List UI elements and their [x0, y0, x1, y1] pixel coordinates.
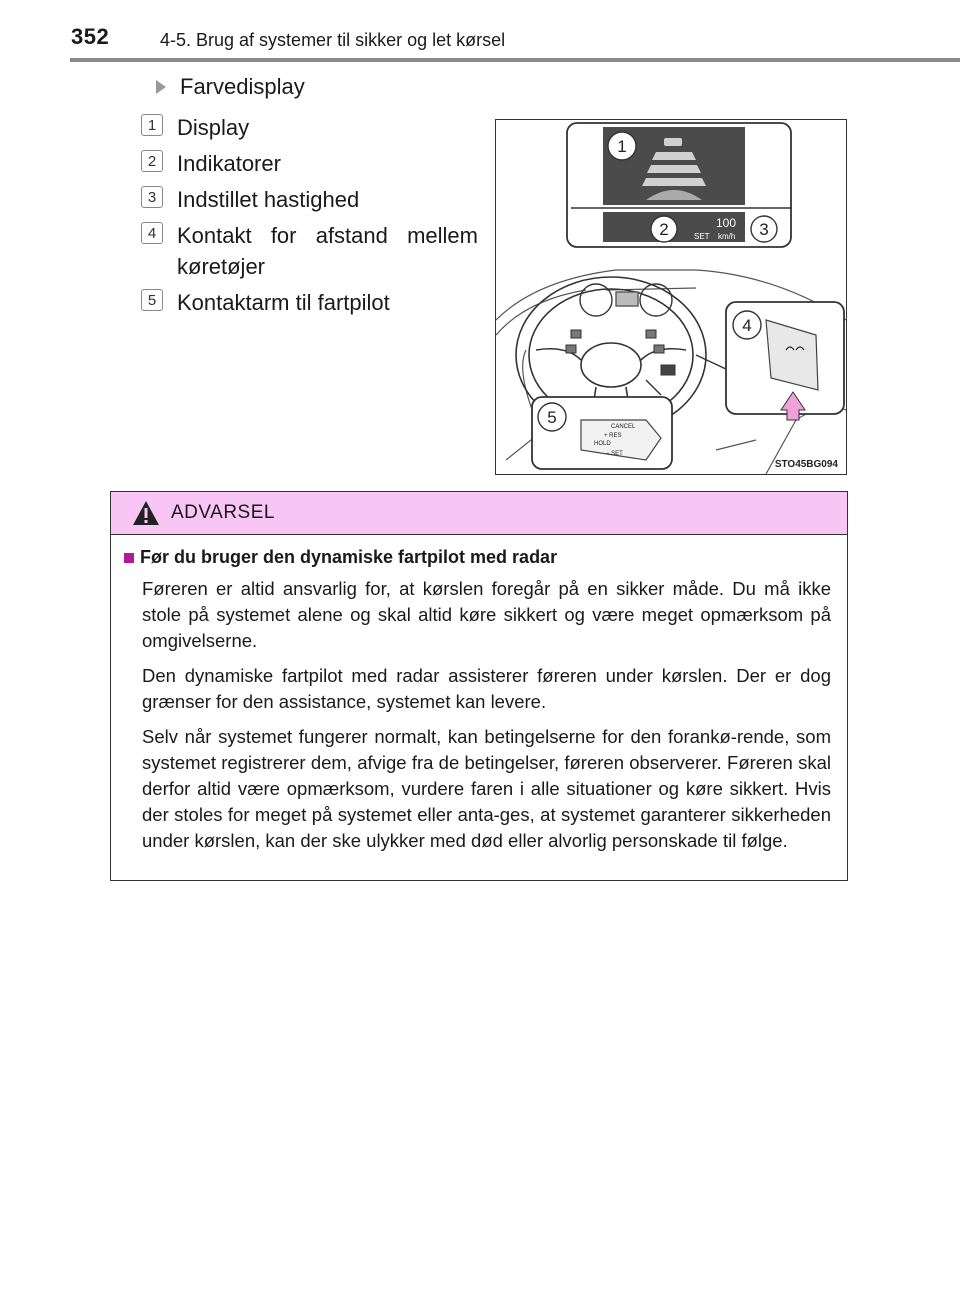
triangle-bullet-icon	[156, 80, 166, 94]
legend-text: Indstillet hastighed	[177, 187, 360, 212]
lever-label: CANCEL	[611, 424, 636, 430]
legend-text: Indikatorer	[177, 151, 281, 176]
lever-label: + RES	[604, 433, 622, 439]
warning-paragraph: Føreren er altid ansvarlig for, at kørslen foregår på en sikker måde. Du må ikke stole på systemet alene og skal altid køre sikkert og være meget opmærksom på omgivelserne.	[142, 578, 831, 651]
lever-label: HOLD	[594, 441, 611, 447]
callout-label: 4	[742, 316, 752, 335]
subsection-label: Farvedisplay	[180, 74, 305, 99]
warning-subheading-text: Før du bruger den dynamiske fartpilot med radar	[140, 547, 558, 567]
subsection-heading	[156, 74, 305, 100]
page-number: 352	[71, 24, 110, 49]
dashboard-drawing	[496, 120, 846, 474]
callout-label: 3	[759, 220, 769, 239]
legend-text: Kontakt for afstand mellem køretøjer	[177, 223, 478, 279]
legend-item	[141, 220, 478, 282]
legend-item	[141, 112, 478, 143]
callout-label: 5	[547, 408, 557, 427]
number-badge: 2	[141, 150, 163, 172]
display-unit-text: km/h	[718, 232, 736, 241]
warning-body	[111, 535, 847, 854]
warning-header	[111, 492, 847, 535]
warning-box	[110, 491, 848, 881]
header-rule	[70, 58, 960, 62]
legend-item	[141, 148, 478, 179]
section-title: 4-5. Brug af systemer til sikker og let kørsel	[160, 30, 506, 50]
number-badge: 4	[141, 222, 163, 244]
warning-paragraph: Den dynamiske fartpilot med radar assisterer føreren under kørslen. Der er dog grænser for den assistance, systemet kan levere.	[142, 665, 831, 712]
display-speed-text: 100	[716, 216, 737, 230]
number-badge: 1	[141, 114, 163, 136]
display-set-text: SET	[694, 232, 710, 241]
legend-item	[141, 287, 478, 318]
figure-code: STO45BG094	[774, 459, 838, 470]
legend-item	[141, 184, 478, 215]
legend-text: Kontaktarm til fartpilot	[177, 290, 390, 315]
square-bullet-icon	[124, 553, 134, 563]
warning-paragraph: Selv når systemet fungerer normalt, kan betingelserne for den forankø-rende, som systemet registrerer dem, afvige fra de betingelser, føreren observerer. Føreren skal derfor altid være opmærksom, vurdere faren i alle situationer og køre sikkert. Hvis der stoles for meget på systemet eller anta-ges, at systemet garanterer sikkerheden under kørslen, kan der ske ulykker med død eller alvorlig personskade til følge.	[142, 726, 831, 851]
callout-label: 2	[659, 220, 669, 239]
number-badge: 3	[141, 186, 163, 208]
warning-subheading	[124, 547, 831, 568]
callout-label: 1	[617, 137, 627, 156]
number-badge: 5	[141, 289, 163, 311]
legend-list	[141, 112, 478, 318]
warning-title: ADVARSEL	[171, 502, 275, 523]
warning-triangle-icon	[131, 499, 161, 527]
legend-text: Display	[177, 115, 250, 140]
dashboard-illustration	[495, 119, 847, 475]
lever-label: − SET	[606, 451, 623, 457]
